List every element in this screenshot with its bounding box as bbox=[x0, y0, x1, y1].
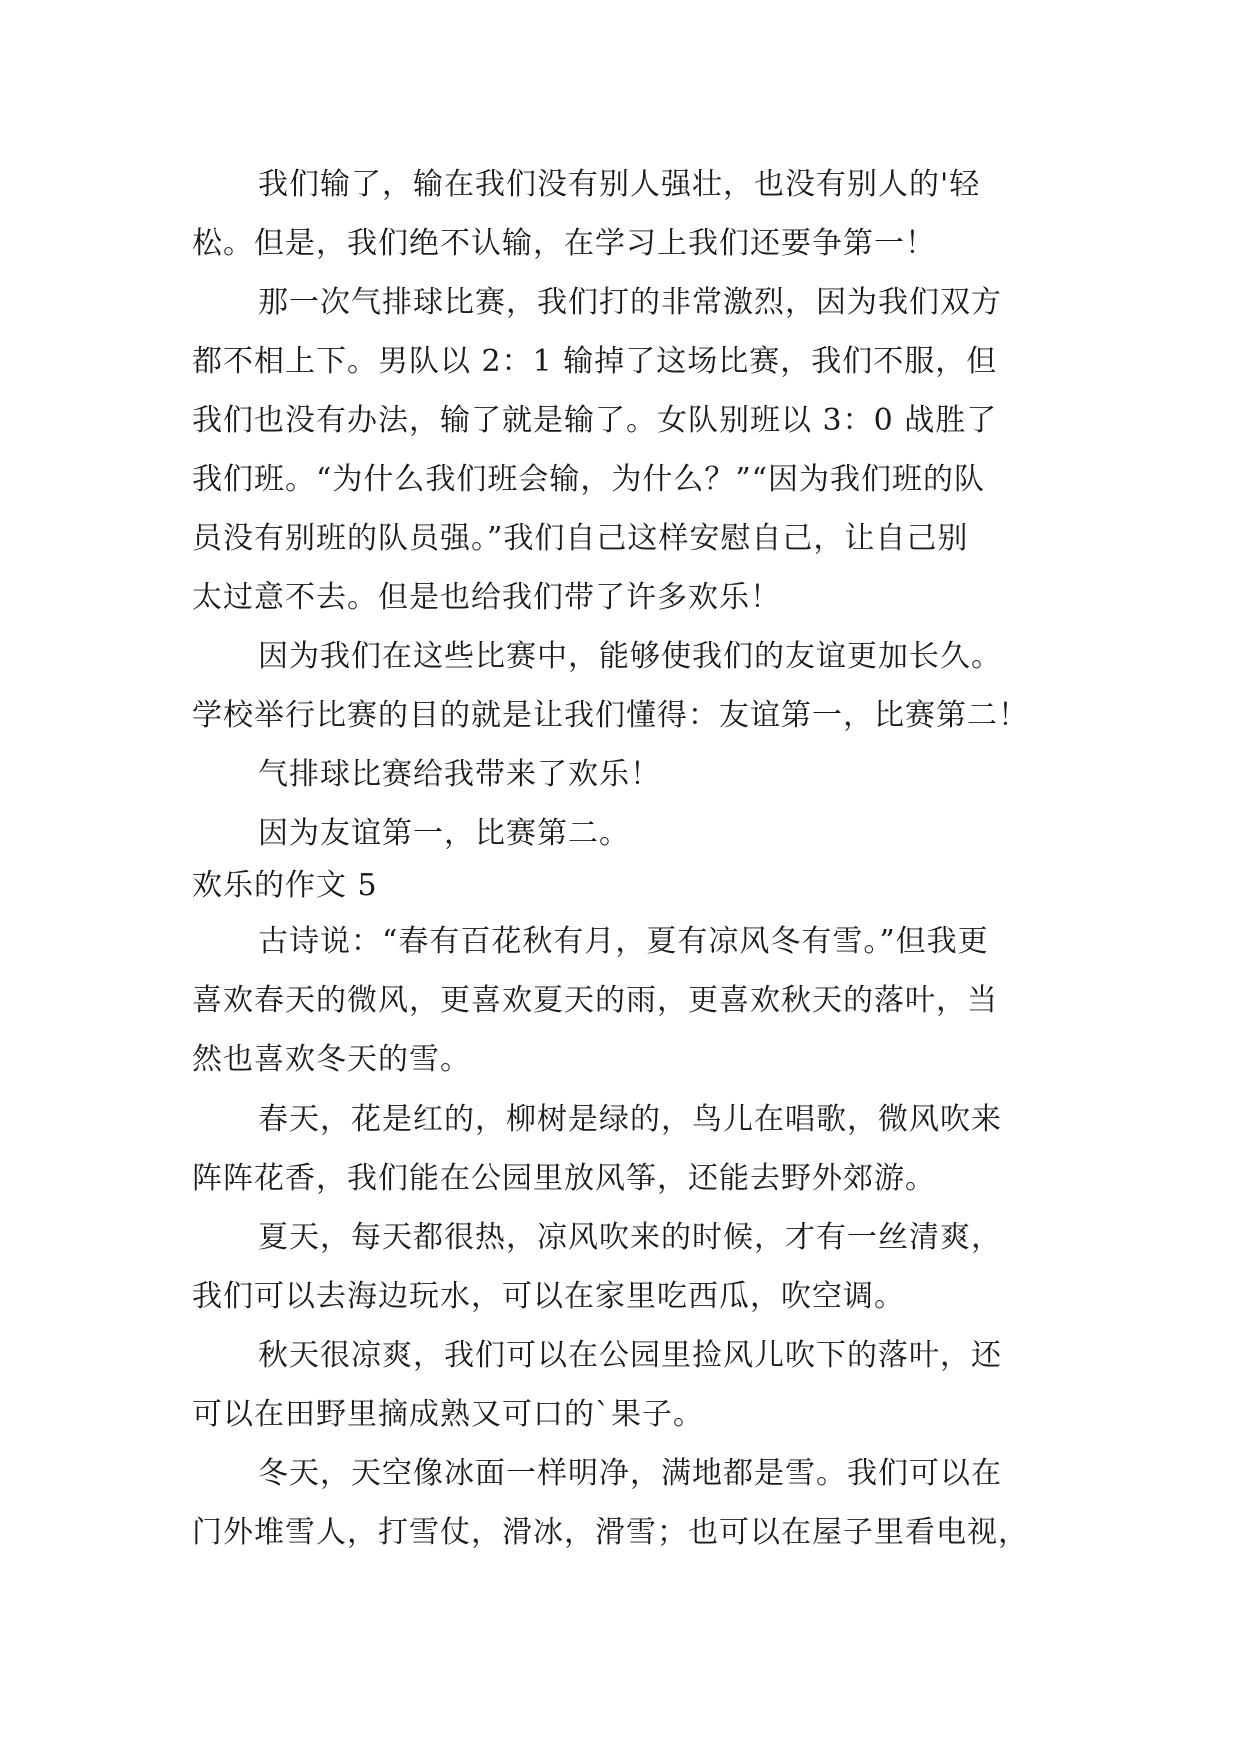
text-line: 夏天，每天都很热，凉风吹来的时候，才有一丝清爽， bbox=[258, 1220, 1002, 1255]
text-line: 都不相上下。男队以 2：1 输掉了这场比赛，我们不服，但 bbox=[192, 344, 998, 379]
text-line: 气排球比赛给我带来了欢乐！ bbox=[258, 757, 661, 792]
text-line: 门外堆雪人，打雪仗，滑冰，滑雪；也可以在屋子里看电视， bbox=[192, 1515, 1029, 1550]
text-line: 冬天，天空像冰面一样明净，满地都是雪。我们可以在 bbox=[258, 1456, 1002, 1491]
text-line: 我们输了，输在我们没有别人强壮，也没有别人的'轻 bbox=[258, 167, 981, 202]
text-line: 我们班。“为什么我们班会输，为什么？”“因为我们班的队 bbox=[192, 462, 986, 497]
text-line: 阵阵花香，我们能在公园里放风筝，还能去野外郊游。 bbox=[192, 1161, 936, 1196]
text-line: 松。但是，我们绝不认输，在学习上我们还要争第一！ bbox=[192, 226, 936, 261]
text-line: 古诗说：“春有百花秋有月，夏有凉风冬有雪。”但我更 bbox=[258, 924, 989, 959]
text-line: 然也喜欢冬天的雪。 bbox=[192, 1042, 471, 1077]
text-line: 喜欢春天的微风，更喜欢夏天的雨，更喜欢秋天的落叶，当 bbox=[192, 983, 998, 1018]
text-line: 学校举行比赛的目的就是让我们懂得：友谊第一，比赛第二！ bbox=[192, 698, 1029, 733]
text-line: 秋天很凉爽，我们可以在公园里捡风儿吹下的落叶，还 bbox=[258, 1338, 1002, 1373]
text-line: 员没有别班的队员强。”我们自己这样安慰自己，让自己别 bbox=[192, 521, 969, 556]
text-line: 因为友谊第一，比赛第二。 bbox=[258, 816, 630, 851]
text-line: 春天，花是红的，柳树是绿的，鸟儿在唱歌，微风吹来 bbox=[258, 1102, 1002, 1137]
text-line: 太过意不去。但是也给我们带了许多欢乐！ bbox=[192, 580, 781, 615]
text-line: 因为我们在这些比赛中，能够使我们的友谊更加长久。 bbox=[258, 639, 1002, 674]
text-line: 那一次气排球比赛，我们打的非常激烈，因为我们双方 bbox=[258, 285, 1002, 320]
section-heading: 欢乐的作文 5 bbox=[192, 868, 378, 903]
text-line: 我们可以去海边玩水，可以在家里吃西瓜，吹空调。 bbox=[192, 1279, 905, 1314]
text-line: 可以在田野里摘成熟又可口的`果子。 bbox=[192, 1397, 704, 1432]
text-line: 我们也没有办法，输了就是输了。女队别班以 3：0 战胜了 bbox=[192, 403, 998, 438]
